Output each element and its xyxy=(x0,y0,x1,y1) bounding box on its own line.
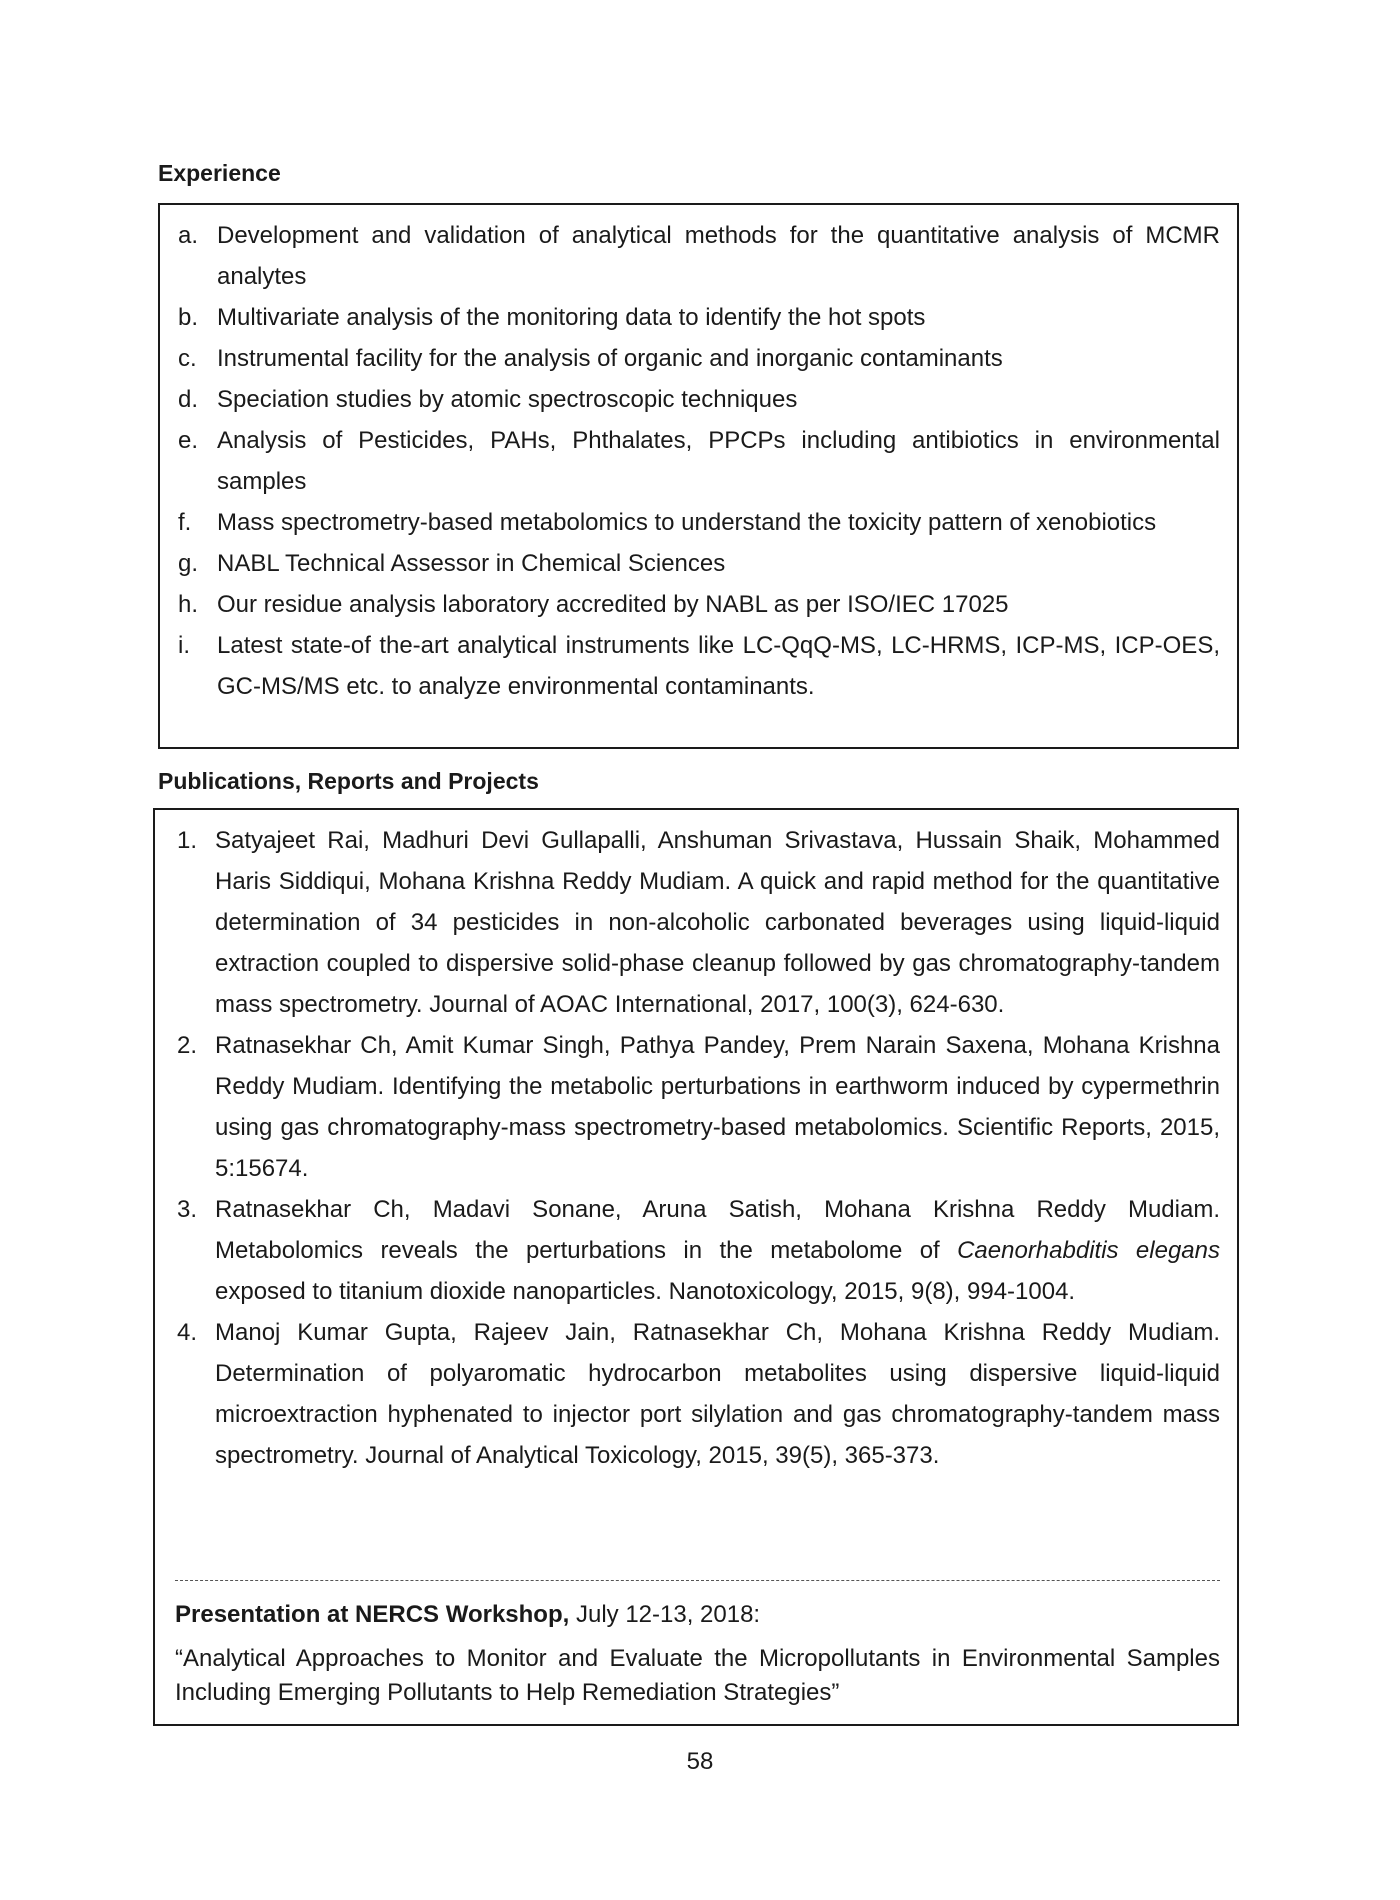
list-marker: h. xyxy=(178,591,199,618)
list-marker: 1. xyxy=(177,827,198,854)
publication-item xyxy=(177,1189,1220,1312)
experience-list xyxy=(178,215,1220,707)
experience-item xyxy=(178,215,1220,297)
list-item-text: Speciation studies by atomic spectroscopic techniques xyxy=(217,386,798,413)
experience-item xyxy=(178,502,1220,543)
list-item-text: Instrumental facility for the analysis of organic and inorganic contaminants xyxy=(217,345,1003,372)
list-marker: g. xyxy=(178,550,199,577)
list-item-text: Latest state-of the-art analytical instruments like LC-QqQ-MS, LC-HRMS, ICP-MS, ICP-OES, GC-MS/MS etc. to analyze environmental contaminants. xyxy=(217,632,1220,700)
list-marker: e. xyxy=(178,427,199,454)
experience-item xyxy=(178,420,1220,502)
publications-list xyxy=(177,820,1220,1476)
presentation-date: July 12-13, 2018: xyxy=(569,1601,761,1628)
dashed-divider xyxy=(175,1580,1220,1581)
experience-item xyxy=(178,625,1220,707)
list-item-text: Development and validation of analytical methods for the quantitative analysis of MCMR analytes xyxy=(217,222,1220,290)
experience-item xyxy=(178,379,1220,420)
list-item-text: Multivariate analysis of the monitoring data to identify the hot spots xyxy=(217,304,926,331)
list-marker: d. xyxy=(178,386,199,413)
experience-item xyxy=(178,338,1220,379)
experience-heading: Experience xyxy=(158,160,281,186)
publications-heading: Publications, Reports and Projects xyxy=(158,768,539,794)
page-number: 58 xyxy=(686,1748,714,1775)
list-marker: 3. xyxy=(177,1196,198,1223)
list-item-text: Analysis of Pesticides, PAHs, Phthalates, PPCPs including antibiotics in environmental samples xyxy=(217,427,1220,495)
text-segment: exposed to titanium dioxide nanoparticles. Nanotoxicology, 2015, 9(8), 994-1004. xyxy=(215,1278,1076,1305)
list-marker: i. xyxy=(178,632,190,659)
experience-item xyxy=(178,297,1220,338)
experience-item xyxy=(178,584,1220,625)
presentation-label: Presentation at NERCS Workshop, xyxy=(175,1601,570,1628)
presentation-title: “Analytical Approaches to Monitor and Evaluate the Micropollutants in Environmental Samples Including Emerging Pollutants to Help Remediation Strategies” xyxy=(175,1645,1220,1706)
list-item-text: Satyajeet Rai, Madhuri Devi Gullapalli, Anshuman Srivastava, Hussain Shaik, Mohammed Haris Siddiqui, Mohana Krishna Reddy Mudiam. A quick and rapid method for the quantitative determination of 34 pesticides in non-alcoholic carbonated beverages using liquid-liquid extraction coupled to dispersive solid-phase cleanup followed by gas chromatography-tandem mass spectrometry. Journal of AOAC International, 2017, 100(3), 624-630. xyxy=(215,827,1220,1018)
list-item-text: Manoj Kumar Gupta, Rajeev Jain, Ratnasekhar Ch, Mohana Krishna Reddy Mudiam. Determination of polyaromatic hydrocarbon metabolites using dispersive liquid-liquid microextraction hyphenated to injector port silylation and gas chromatography-tandem mass spectrometry. Journal of Analytical Toxicology, 2015, 39(5), 365-373. xyxy=(215,1319,1220,1469)
list-item-text: NABL Technical Assessor in Chemical Sciences xyxy=(217,550,726,577)
list-marker: f. xyxy=(178,509,192,536)
list-item-text xyxy=(215,1189,1220,1312)
list-item-text: Ratnasekhar Ch, Amit Kumar Singh, Pathya Pandey, Prem Narain Saxena, Mohana Krishna Reddy Mudiam. Identifying the metabolic perturbations in earthworm induced by cypermethrin using gas chromatography-mass spectrometry-based metabolomics. Scientific Reports, 2015, 5:15674. xyxy=(215,1032,1220,1182)
publication-item xyxy=(177,1312,1220,1476)
list-marker: c. xyxy=(178,345,197,372)
list-marker: 4. xyxy=(177,1319,198,1346)
list-marker: b. xyxy=(178,304,199,331)
experience-box xyxy=(158,203,1239,749)
list-marker: a. xyxy=(178,222,199,249)
publication-item xyxy=(177,820,1220,1025)
list-marker: 2. xyxy=(177,1032,198,1059)
list-item-text: Our residue analysis laboratory accredited by NABL as per ISO/IEC 17025 xyxy=(217,591,1009,618)
publications-box xyxy=(153,808,1239,1726)
list-item-text: Mass spectrometry-based metabolomics to understand the toxicity pattern of xenobiotics xyxy=(217,509,1157,536)
text-segment: Ratnasekhar Ch, Madavi Sonane, Aruna Satish, Mohana Krishna Reddy Mudiam. Metabolomics reveals the perturbations in the metabolome of xyxy=(215,1196,1220,1264)
presentation-line xyxy=(175,1598,1220,1632)
experience-item xyxy=(178,543,1220,584)
species-name: Caenorhabditis elegans xyxy=(957,1237,1220,1264)
publication-item xyxy=(177,1025,1220,1189)
